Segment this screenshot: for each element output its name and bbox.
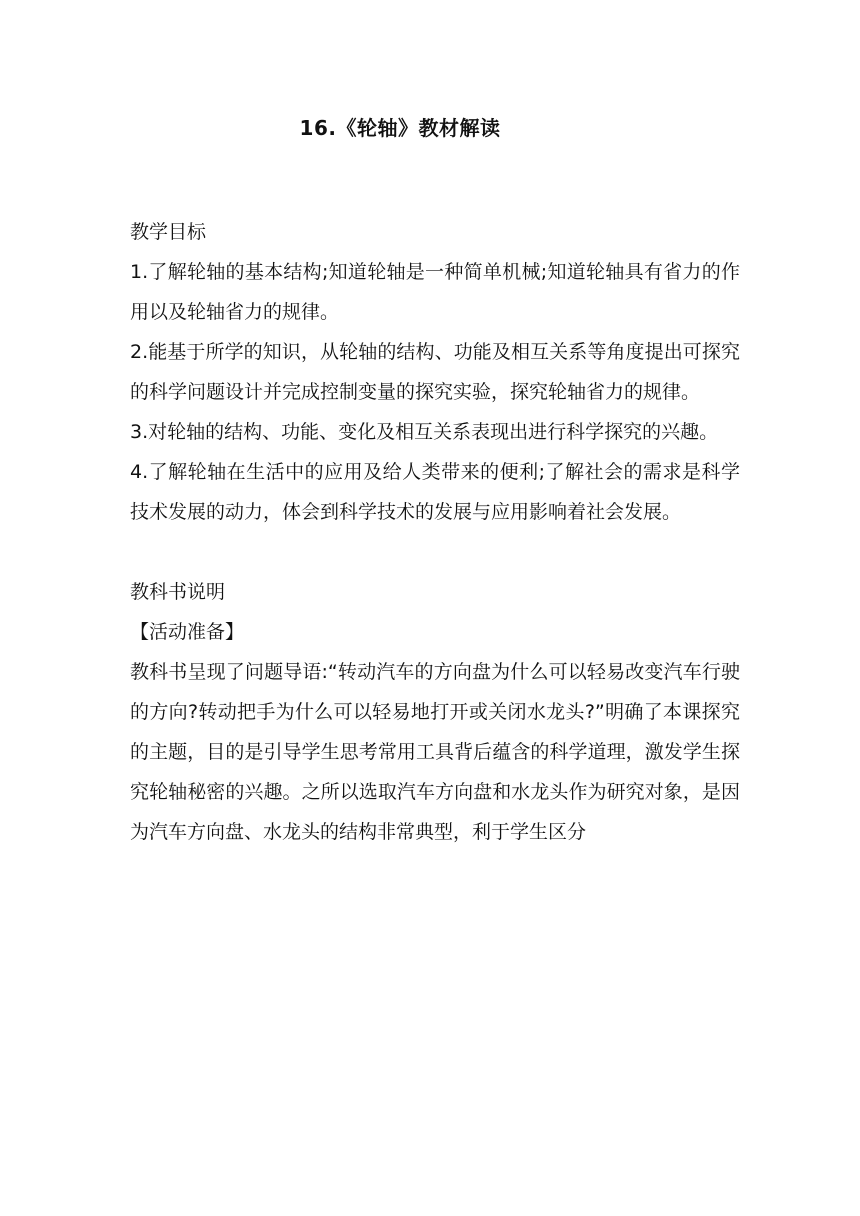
goal-item-3: 3.对轮轴的结构、功能、变化及相互关系表现出进行科学探究的兴趣。 bbox=[130, 421, 719, 443]
section-spacer bbox=[130, 532, 740, 572]
document-body bbox=[130, 212, 740, 852]
goal-item-4: 4.了解轮轴在生活中的应用及给人类带来的便利;了解社会的需求是科学技术发展的动力，体会到科学技术的发展与应用影响着社会发展。 bbox=[130, 461, 740, 523]
page-title: 16.《轮轴》教材解读 bbox=[299, 116, 501, 140]
textbook-paragraph: 教科书呈现了问题导语:“转动汽车的方向盘为什么可以轻易改变汽车行驶的方向?转动把手为什么可以轻易地打开或关闭水龙头?”明确了本课探究的主题，目的是引导学生思考常用工具背后蕴含的科学道理，激发学生探究轮轴秘密的兴趣。之所以选取汽车方向盘和水龙头作为研究对象，是因为汽车方向盘、水龙头的结构非常典型，利于学生区分 bbox=[130, 661, 740, 843]
goal-item-1: 1.了解轮轴的基本结构;知道轮轴是一种简单机械;知道轮轴具有省力的作用以及轮轴省力的规律。 bbox=[130, 261, 740, 323]
section-heading-teaching-goals: 教学目标 bbox=[130, 221, 207, 243]
goal-item-2: 2.能基于所学的知识，从轮轴的结构、功能及相互关系等角度提出可探究的科学问题设计并完成控制变量的探究实验，探究轮轴省力的规律。 bbox=[130, 341, 740, 403]
subsection-heading-activity-prep: 【活动准备】 bbox=[130, 621, 245, 643]
section-heading-textbook-notes: 教科书说明 bbox=[130, 581, 226, 603]
